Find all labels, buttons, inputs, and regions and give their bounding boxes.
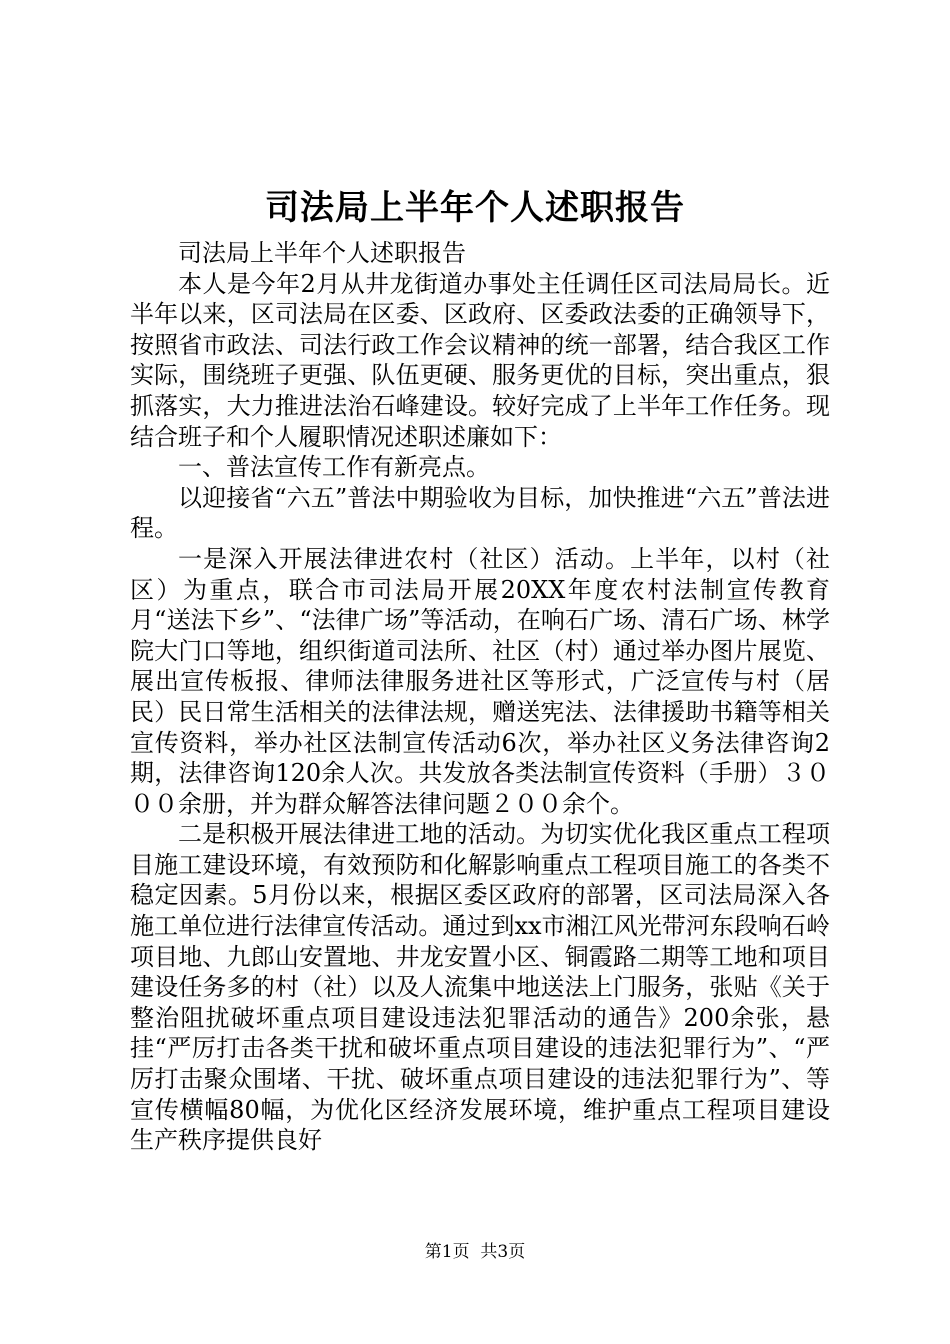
body-paragraph: 一是深入开展法律进农村（社区）活动。上半年，以村（社区）为重点，联合市司法局开展20XX年度农村法制宣传教育月“送法下乡”、“法律广场”等活动，在响石广场、清石广场、林学院大门口等地，组织街道司法所、社区（村）通过举办图片展览、展出宣传板报、律师法律服务进社区等形式，广泛宣传与村（居民）民日常生活相关的法律法规，赠送宪法、法律援助书籍等相关宣传资料，举办社区法制宣传活动6次，举办社区义务法律咨询2期，法律咨询120余人次。共发放各类法制宣传资料（手册）３０００余册，并为群众解答法律问题２００余个。 [130,544,830,818]
body-paragraph: 二是积极开展法律进工地的活动。为切实优化我区重点工程项目施工建设环境，有效预防和化解影响重点工程项目施工的各类不稳定因素。5月份以来，根据区委区政府的部署，区司法局深入各施工单位进行法律宣传活动。通过到xx市湘江风光带河东段响石岭项目地、九郎山安置地、井龙安置小区、铜霞路二期等工地和项目建设任务多的村（社）以及人流集中地送法上门服务，张贴《关于整治阻扰破坏重点项目建设违法犯罪活动的通告》200余张，悬挂“严厉打击各类干扰和破坏重点项目建设的违法犯罪行为”、“严厉打击聚众围堵、干扰、破坏重点项目建设的违法犯罪行为”、等宣传横幅80幅，为优化区经济发展环境，维护重点工程项目建设生产秩序提供良好 [130,820,830,1155]
subtitle-paragraph: 司法局上半年个人述职报告 [178,239,466,267]
page-number: 第1页 [424,1242,470,1262]
section-heading: 一、普法宣传工作有新亮点。 [178,453,490,482]
page-footer [0,1240,950,1264]
intro-paragraph: 本人是今年2月从井龙街道办事处主任调任区司法局局长。近半年以来，区司法局在区委、区政府、区委政法委的正确领导下，按照省市政法、司法行政工作会议精神的统一部署，结合我区工作实际，围绕班子更强、队伍更硬、服务更优的目标，突出重点，狠抓落实，大力推进法治石峰建设。较好完成了上半年工作任务。现结合班子和个人履职情况述职述廉如下： [130,269,830,451]
document-body [130,238,830,1156]
document-title: 司法局上半年个人述职报告 [265,188,685,228]
page-total: 共3页 [480,1242,526,1262]
body-paragraph: 以迎接省“六五”普法中期验收为目标，加快推进“六五”普法进程。 [130,483,830,543]
